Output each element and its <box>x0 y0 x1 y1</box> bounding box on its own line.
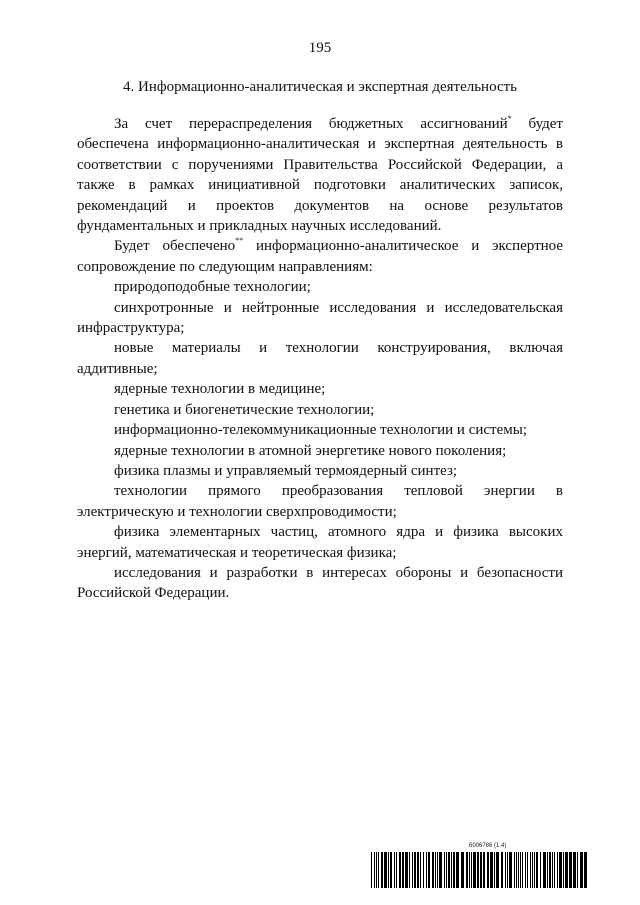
direction-item: синхротронные и нейтронные исследования и исследовательская инфраструктура; <box>77 299 563 337</box>
barcode-icon <box>371 852 589 888</box>
direction-item: физика элементарных частиц, атомного ядра и физика высоких энергий, математическая и теоретическая физика; <box>77 524 563 561</box>
section-heading: 4. Информационно-аналитическая и экспертная деятельность <box>122 79 518 95</box>
direction-item: ядерные технологии в атомной энергетике нового поколения; <box>114 442 507 459</box>
barcode-caption: 6006786 (1.4) <box>469 843 507 849</box>
direction-item: информационно-телекоммуникационные технологии и системы; <box>114 422 528 439</box>
directions-paragraph-text-cont: информационно-аналитическое и экспертное сопровождение по следующим направлениям: <box>77 238 563 275</box>
footnote-mark: * <box>507 114 512 123</box>
directions-paragraph-text: Будет обеспечено <box>114 238 236 255</box>
direction-item: физика плазмы и управляемый термоядерный синтез; <box>114 462 458 479</box>
direction-item: природоподобные технологии; <box>114 279 311 296</box>
intro-paragraph-text: За счет перераспределения бюджетных ассигнований <box>114 116 508 132</box>
direction-item: ядерные технологии в медицине; <box>114 381 326 398</box>
direction-item: новые материалы и технологии конструирования, включая аддитивные; <box>77 340 563 377</box>
document-barcode <box>371 842 589 890</box>
direction-item: исследования и разработки в интересах обороны и безопасности Российской Федерации. <box>77 564 563 602</box>
intro-paragraph-text-cont: будет обеспечена информационно-аналитическая и экспертная деятельность в соответствии с поручениями Правительства Российской Федерации, а также в рамках инициативной подготовки аналитических записок, рекомендаций и проектов документов на основе результатов фундаментальных и прикладных научных исследований. <box>77 116 563 235</box>
directions-paragraph <box>77 236 563 277</box>
intro-paragraph <box>77 114 563 236</box>
direction-item: технологии прямого преобразования тепловой энергии в электрическую и технологии сверхпроводимости; <box>77 483 563 520</box>
footnote-mark: ** <box>235 236 244 246</box>
direction-item: генетика и биогенетические технологии; <box>114 401 375 418</box>
page-number: 195 <box>308 40 332 56</box>
document-body <box>77 114 563 604</box>
